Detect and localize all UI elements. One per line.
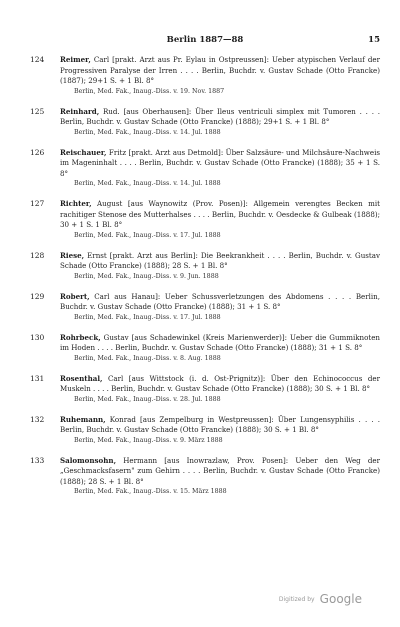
entry-text	[60, 251, 380, 272]
entry-note: Berlin, Med. Fak., Inaug.-Diss. v. 8. Aug. 1888	[74, 354, 221, 362]
entry-number: 129	[30, 291, 45, 301]
entry-note: Berlin, Med. Fak., Inaug.-Diss. v. 17. Jul. 1888	[74, 231, 221, 239]
entry-list	[30, 55, 380, 496]
entry-number: 132	[30, 414, 45, 424]
entry-number: 133	[30, 455, 45, 465]
entry-text	[60, 374, 380, 395]
entry-author: Salomonsohn,	[60, 455, 117, 465]
entry-body: Gustav [aus Schadewinkel (Kreis Marienwerder)]: Ueber die Gummiknoten im Hoden . . . . Berlin, Buchdr. v. Gustav Schade (Otto Francke) (1888); 31 + 1 S. 8°	[60, 332, 380, 352]
entry-128	[30, 251, 380, 281]
entry-body: Rud. [aus Oberhausen]: Über Ileus ventriculi simplex mit Tumoren . . . . Berlin, Buchdr. v. Gustav Schade (Otto Francke) (1888); 29+1 S. + 1 Bl. 8°	[60, 106, 380, 126]
entry-body: Carl [prakt. Arzt aus Pr. Eylau in Ostpreussen]: Ueber atypischen Verlauf der Progressiven Paralyse der Irren . . . . Berlin, Buchdr. v. Gustav Schade (Otto Francke) (1887); 29+1 S. + 1 Bl. 8°	[60, 55, 380, 85]
entry-author: Richter,	[60, 199, 92, 208]
entry-text	[60, 55, 380, 87]
entry-body: Hermann [aus Inowrazlaw, Prov. Posen]: Ueber den Weg der „Geschmacksfasern" zum Gehirn . . . . Berlin, Buchdr. v. Gustav Schade (Otto Francke) (1888); 28 S. + 1 Bl. 8°	[60, 455, 380, 486]
entry-number: 125	[30, 106, 45, 116]
entry-note: Berlin, Med. Fak., Inaug.-Diss. v. 15. März 1888	[74, 488, 227, 495]
entry-author: Reischauer,	[60, 147, 107, 157]
entry-author: Reinhard,	[60, 106, 100, 116]
entry-number: 124	[30, 55, 45, 64]
entry-note: Berlin, Med. Fak., Inaug.-Diss. v. 19. Nov. 1887	[74, 87, 225, 95]
entry-text	[60, 415, 380, 436]
entry-text	[60, 333, 380, 354]
entry-body: Ernst [prakt. Arzt aus Berlin]: Die Beekrankheit . . . . Berlin, Buchdr. v. Gustav Schade (Otto Francke) (1888); 28 S. + 1 Bl. 8°	[60, 250, 380, 270]
entry-body: Carl aus Hanau]: Ueber Schussverletzungen des Abdomens . . . . Berlin, Buchdr. v. Gustav Schade (Otto Francke) (1888); 31 + 1 S. 8°	[60, 291, 380, 311]
entry-126	[30, 148, 380, 189]
entry-129	[30, 292, 380, 322]
entry-body: Carl [aus Wittstock (i. d. Ost-Prignitz)]: Über den Echinococcus der Muskeln . . . . Berlin, Buchdr. v. Gustav Schade (Otto Francke) (1888); 30 S. + 1 Bl. 8°	[60, 373, 380, 393]
entry-text	[60, 107, 380, 128]
entry-124	[30, 55, 380, 96]
entry-note: Berlin, Med. Fak., Inaug.-Diss. v. 9. März 1888	[74, 436, 223, 444]
entry-number: 127	[30, 199, 45, 208]
entry-body: Konrad [aus Zempelburg in Westpreussen]: Über Lungensyphilis . . . . Berlin, Buchdr. v. Gustav Schade (Otto Francke) (1888); 30 S. + 1 Bl. 8°	[60, 414, 380, 434]
entry-note: Berlin, Med. Fak., Inaug.-Diss. v. 17. Jul. 1888	[74, 313, 221, 321]
entry-body: Fritz [prakt. Arzt aus Detmold]: Über Salzsäure- und Milchsäure-Nachweis im Mageninhalt . . . . Berlin, Buchdr. v. Gustav Schade (Otto Francke) (1888); 35 + 1 S. 8°	[60, 147, 380, 178]
entry-author: Robert,	[60, 291, 90, 301]
entry-133	[30, 456, 380, 497]
entry-body: August [aus Waynowitz (Prov. Posen)]: Allgemein verengtes Becken mit rachitiger Stenose des Mutterhalses . . . . Berlin, Buchdr. v. Oesdecke & Gulbeak (1888); 30 + 1 S. 1 Bl. 8°	[60, 199, 380, 229]
entry-author: Ruhemann,	[60, 414, 106, 424]
entry-note: Berlin, Med. Fak., Inaug.-Diss. v. 14. Jul. 1888	[74, 180, 221, 187]
entry-note: Berlin, Med. Fak., Inaug.-Diss. v. 14. Jul. 1888	[74, 128, 221, 136]
entry-131	[30, 374, 380, 404]
entry-author: Reimer,	[60, 55, 91, 64]
entry-text	[60, 199, 380, 231]
entry-note: Berlin, Med. Fak., Inaug.-Diss. v. 9. Jun. 1888	[74, 272, 219, 280]
entry-127	[30, 199, 380, 240]
google-watermark	[279, 588, 362, 607]
google-logo: Google	[319, 592, 362, 606]
entry-author: Rosenthal,	[60, 373, 103, 383]
entry-number: 128	[30, 250, 45, 260]
entry-note: Berlin, Med. Fak., Inaug.-Diss. v. 28. Jul. 1888	[74, 395, 221, 403]
entry-130	[30, 333, 380, 363]
running-title: Berlin 1887—88	[166, 35, 244, 45]
entry-text	[60, 148, 380, 180]
entry-132	[30, 415, 380, 445]
entry-author: Riese,	[60, 250, 85, 260]
entry-number: 126	[30, 147, 45, 157]
entry-number: 131	[30, 373, 45, 383]
entry-text	[60, 456, 380, 488]
entry-125	[30, 107, 380, 137]
entry-number: 130	[30, 332, 45, 342]
digitized-by-label: Digitized by	[278, 596, 315, 603]
entry-author: Rohrbeck,	[60, 332, 101, 342]
entry-text	[60, 292, 380, 313]
page-number: 15	[368, 35, 380, 45]
page-header	[30, 35, 380, 49]
